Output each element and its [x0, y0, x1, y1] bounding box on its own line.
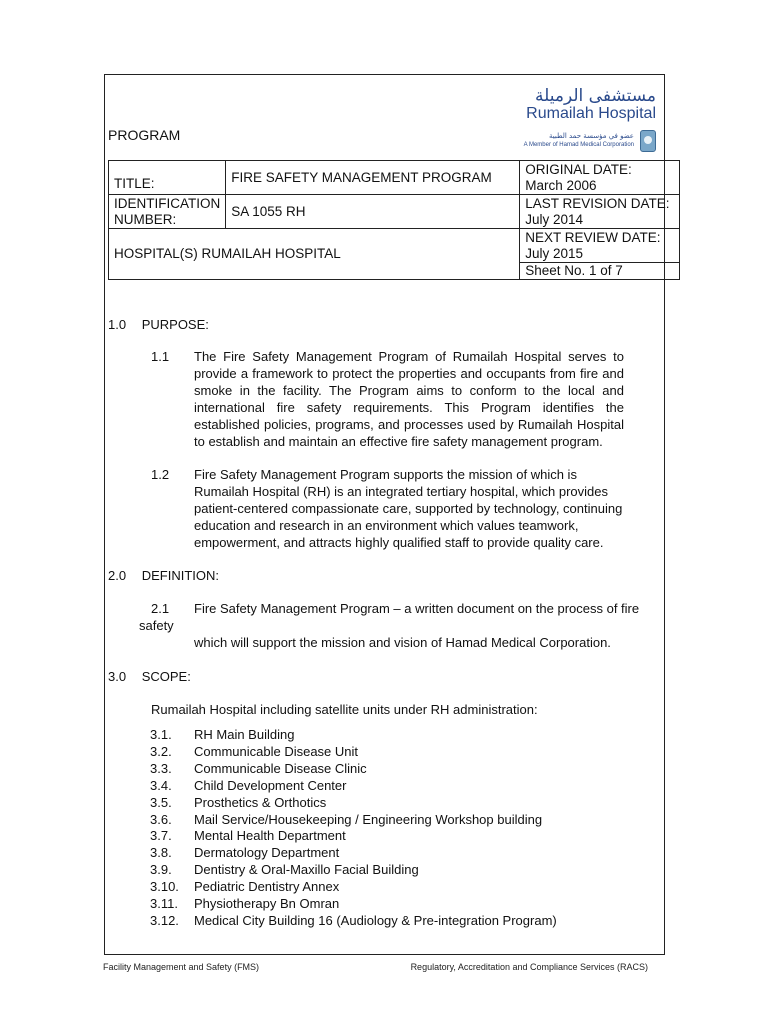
definition-item-number: 2.1	[151, 601, 170, 616]
next-review-cell	[520, 229, 680, 263]
scope-item-number: 3.6.	[150, 811, 172, 827]
scope-item-text: Mail Service/Housekeeping / Engineering Workshop building	[194, 811, 543, 827]
purpose-item-1-number: 1.1	[151, 349, 170, 364]
scope-item-text: Mental Health Department	[194, 828, 346, 844]
definition-line-2: safety	[139, 618, 174, 633]
logo-arabic-name: مستشفى الرميلة	[534, 86, 656, 106]
scope-item-number: 3.4.	[150, 777, 172, 793]
next-review-label: NEXT REVIEW DATE:	[525, 229, 661, 245]
hmc-emblem-icon	[640, 130, 656, 152]
scope-item-text: Physiotherapy Bn Omran	[194, 896, 340, 911]
definition-line-3: which will support the mission and vision of Hamad Medical Corporation.	[194, 635, 611, 650]
scope-item-number: 3.5.	[150, 794, 172, 810]
scope-item-text: Dermatology Department	[194, 845, 340, 861]
title-value: FIRE SAFETY MANAGEMENT PROGRAM	[226, 161, 520, 195]
last-revision-cell	[520, 195, 680, 229]
scope-item-number: 3.1.	[150, 727, 172, 742]
scope-heading: SCOPE:	[141, 669, 191, 684]
purpose-heading: PURPOSE:	[141, 317, 209, 332]
scope-item-text: RH Main Building	[194, 727, 295, 742]
next-review-value: July 2015	[525, 245, 584, 261]
logo-member-text: A Member of Hamad Medical Corporation	[523, 142, 634, 148]
original-date-cell	[520, 161, 680, 195]
document-header-table	[108, 160, 680, 280]
id-label-line2: NUMBER:	[114, 211, 177, 227]
scope-number: 3.0	[108, 669, 127, 684]
definition-heading-row	[108, 567, 219, 584]
footer-right: Regulatory, Accreditation and Compliance Services (RACS)	[410, 962, 648, 972]
scope-item-text: Communicable Disease Unit	[194, 743, 359, 759]
program-label: PROGRAM	[108, 127, 181, 143]
title-label: TITLE:	[109, 161, 226, 195]
sheet-number: Sheet No. 1 of 7	[520, 263, 680, 280]
hospital-label: HOSPITAL(S) RUMAILAH HOSPITAL	[109, 229, 520, 280]
definition-number: 2.0	[108, 568, 127, 583]
scope-item-number: 3.8.	[150, 845, 172, 861]
definition-heading: DEFINITION:	[141, 568, 219, 583]
purpose-item-2-text: Fire Safety Management Program supports the mission of which is Rumailah Hospital (RH) is an integrated tertiary hospital, which provides patient-centered compassionate care, supported by technology, continuing education and research in an environment which values teamwork, empowerment, and attracts highly qualified staff to provide quality care.	[194, 467, 623, 550]
scope-item-text: Pediatric Dentistry Annex	[194, 879, 340, 895]
scope-item-text: Communicable Disease Clinic	[194, 760, 367, 776]
purpose-item-1-text: The Fire Safety Management Program of Rumailah Hospital serves to provide a framework to protect the properties and occupants from fire and smoke in the facility. The Program aims to conform to the local and international fire safety requirements. This Program identifies the established policies, programs, and processes used by Rumailah Hospital to establish and maintain an effective fire safety management program.	[194, 349, 624, 449]
id-label-cell	[109, 195, 226, 229]
scope-item-text: Dentistry & Oral-Maxillo Facial Building	[194, 862, 419, 878]
scope-heading-row	[108, 668, 191, 685]
scope-item-number: 3.9.	[150, 862, 172, 878]
purpose-item-2-number: 1.2	[151, 467, 170, 482]
logo-english-name: Rumailah Hospital	[526, 105, 656, 122]
scope-item-text: Child Development Center	[194, 777, 347, 793]
id-label-line1: IDENTIFICATION	[114, 195, 221, 211]
last-revision-label: LAST REVISION DATE:	[525, 195, 670, 211]
scope-item-number: 3.11.	[150, 896, 178, 911]
original-date-label: ORIGINAL DATE:	[525, 161, 632, 177]
scope-item-number: 3.7.	[150, 828, 172, 844]
scope-item-text: Medical City Building 16 (Audiology & Pre-integration Program)	[194, 912, 557, 928]
hospital-logo	[518, 86, 656, 156]
id-value: SA 1055 RH	[226, 195, 520, 229]
scope-item-number: 3.10.	[150, 879, 179, 895]
logo-arabic-member: عضو في مؤسسة حمد الطبية	[548, 132, 634, 140]
footer-left: Facility Management and Safety (FMS)	[103, 962, 260, 972]
scope-item-number: 3.2.	[150, 743, 172, 759]
scope-item-number: 3.12.	[150, 912, 179, 928]
definition-line-1: Fire Safety Management Program – a written document on the process of fire	[194, 601, 640, 616]
scope-item-number: 3.3.	[150, 760, 172, 776]
original-date-value: March 2006	[525, 177, 597, 193]
purpose-heading-row	[108, 316, 209, 333]
last-revision-value: July 2014	[525, 211, 584, 227]
scope-intro: Rumailah Hospital including satellite units under RH administration:	[151, 702, 538, 717]
scope-item-text: Prosthetics & Orthotics	[194, 794, 327, 810]
purpose-number: 1.0	[108, 317, 127, 332]
